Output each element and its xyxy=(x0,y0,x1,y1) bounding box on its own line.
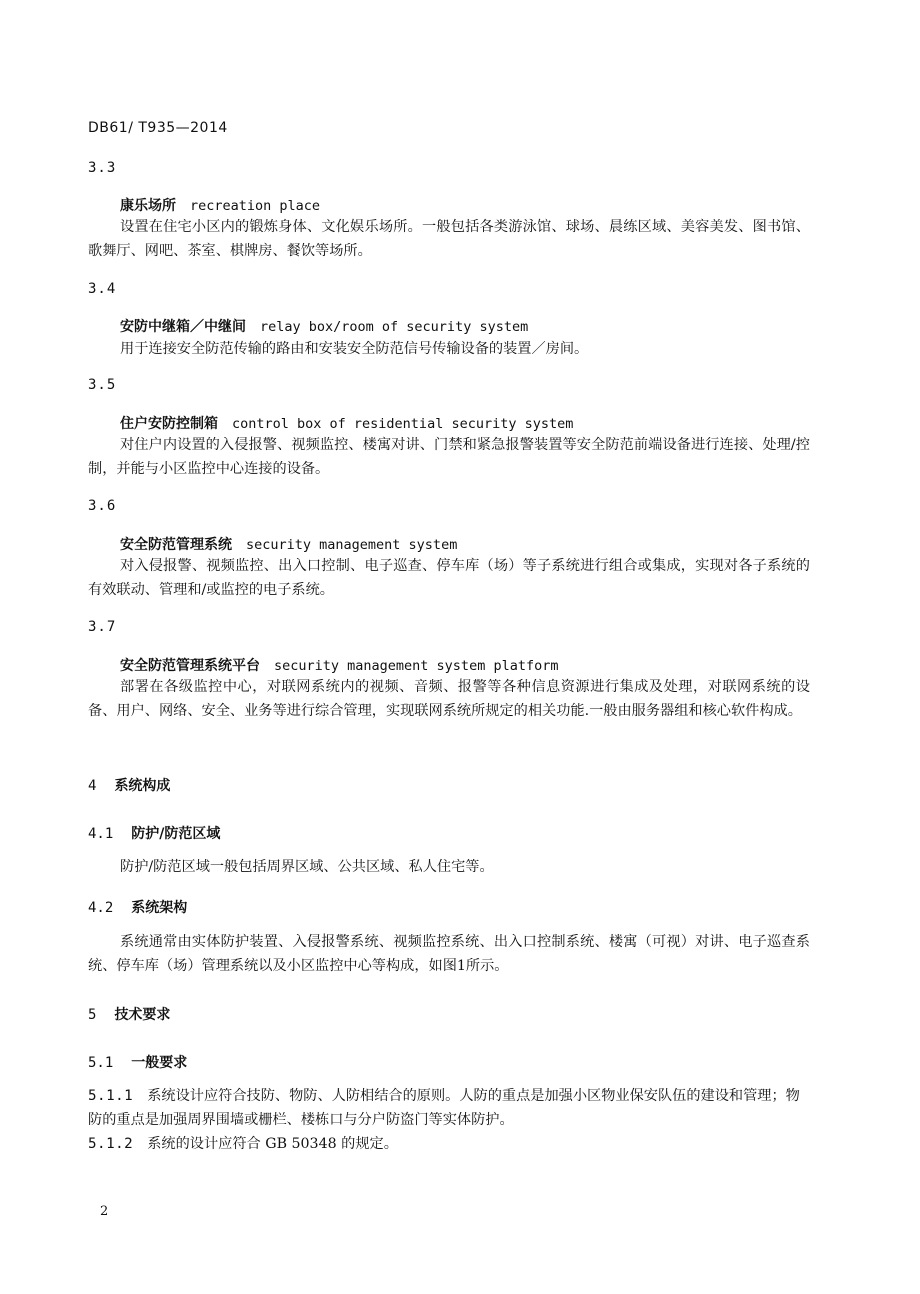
subsection-number: 4.2 xyxy=(88,900,114,916)
section-heading xyxy=(88,1004,170,1024)
section-number: 4 xyxy=(88,778,97,794)
term-number: 3.5 xyxy=(88,377,117,393)
page-number: 2 xyxy=(100,1204,109,1219)
term-title-zh: 安全防范管理系统 xyxy=(120,537,232,553)
section-number: 5 xyxy=(88,1007,97,1023)
term-definition: 设置在住宅小区内的锻炼身体、文化娱乐场所。一般包括各类游泳馆、球场、晨练区域、美容美发、图书馆、歌舞厅、网吧、茶室、棋牌房、餐饮等场所。 xyxy=(88,219,810,259)
term-number: 3.4 xyxy=(88,281,117,297)
term-title xyxy=(120,534,457,554)
term-title-zh: 住户安防控制箱 xyxy=(120,416,218,432)
term-title-zh: 安全防范管理系统平台 xyxy=(120,658,260,674)
clause-number: 5.1.2 xyxy=(88,1136,134,1152)
term-title-en: control box of residential security system xyxy=(232,416,574,432)
clause xyxy=(88,1132,810,1156)
term-title-en: recreation place xyxy=(190,198,321,214)
term-definition: 部署在各级监控中心，对联网系统内的视频、音频、报警等各种信息资源进行集成及处理，对联网系统的设备、用户、网络、安全、业务等进行综合管理，实现联网系统所规定的相关功能.一般由服务器组和核心软件构成。 xyxy=(88,679,810,719)
term-definition: 对住户内设置的入侵报警、视频监控、楼寓对讲、门禁和紧急报警装置等安全防范前端设备进行连接、处理/控制，并能与小区监控中心连接的设备。 xyxy=(88,437,810,477)
section-heading xyxy=(88,775,170,795)
term-title xyxy=(120,655,558,675)
term-title-zh: 安防中继箱／中继间 xyxy=(120,319,246,335)
clause xyxy=(88,1084,810,1132)
term-title xyxy=(120,316,528,336)
term-definition: 对入侵报警、视频监控、出入口控制、电子巡查、停车库（场）等子系统进行组合或集成，实现对各子系统的有效联动、管理和/或监控的电子系统。 xyxy=(88,558,810,598)
clause-text: 系统设计应符合技防、物防、人防相结合的原则。人防的重点是加强小区物业保安队伍的建设和管理；物防的重点是加强周界围墙或栅栏、楼栋口与分户防盗门等实体防护。 xyxy=(88,1088,800,1128)
subsection-heading xyxy=(88,823,220,843)
term-title xyxy=(120,195,320,215)
clause-number: 5.1.1 xyxy=(88,1088,134,1104)
term-number: 3.6 xyxy=(88,498,117,514)
term-title-en: security management system platform xyxy=(274,658,559,674)
term-title-en: security management system xyxy=(246,537,458,553)
subsection-text: 防护/防范区域一般包括周界区域、公共区域、私人住宅等。 xyxy=(120,859,494,875)
term-title-zh: 康乐场所 xyxy=(120,198,176,214)
term-title xyxy=(120,413,573,433)
document-id-header: DB61/ T935—2014 xyxy=(88,120,228,136)
clause-text: 系统的设计应符合 GB 50348 的规定。 xyxy=(147,1136,398,1152)
section-title: 系统构成 xyxy=(114,778,171,794)
subsection-title: 一般要求 xyxy=(131,1055,188,1071)
subsection-number: 5.1 xyxy=(88,1055,114,1071)
term-number: 3.3 xyxy=(88,160,117,176)
subsection-title: 系统架构 xyxy=(131,900,188,916)
subsection-text: 系统通常由实体防护装置、入侵报警系统、视频监控系统、出入口控制系统、楼寓（可视）对讲、电子巡查系统、停车库（场）管理系统以及小区监控中心等构成，如图1所示。 xyxy=(88,934,810,974)
term-definition: 用于连接安全防范传输的路由和安装安全防范信号传输设备的装置／房间。 xyxy=(120,341,589,357)
subsection-title: 防护/防范区域 xyxy=(131,826,221,842)
term-title-en: relay box/room of security system xyxy=(260,319,529,335)
subsection-heading xyxy=(88,897,187,917)
subsection-number: 4.1 xyxy=(88,826,114,842)
term-number: 3.7 xyxy=(88,619,117,635)
section-title: 技术要求 xyxy=(114,1007,171,1023)
subsection-heading xyxy=(88,1052,187,1072)
